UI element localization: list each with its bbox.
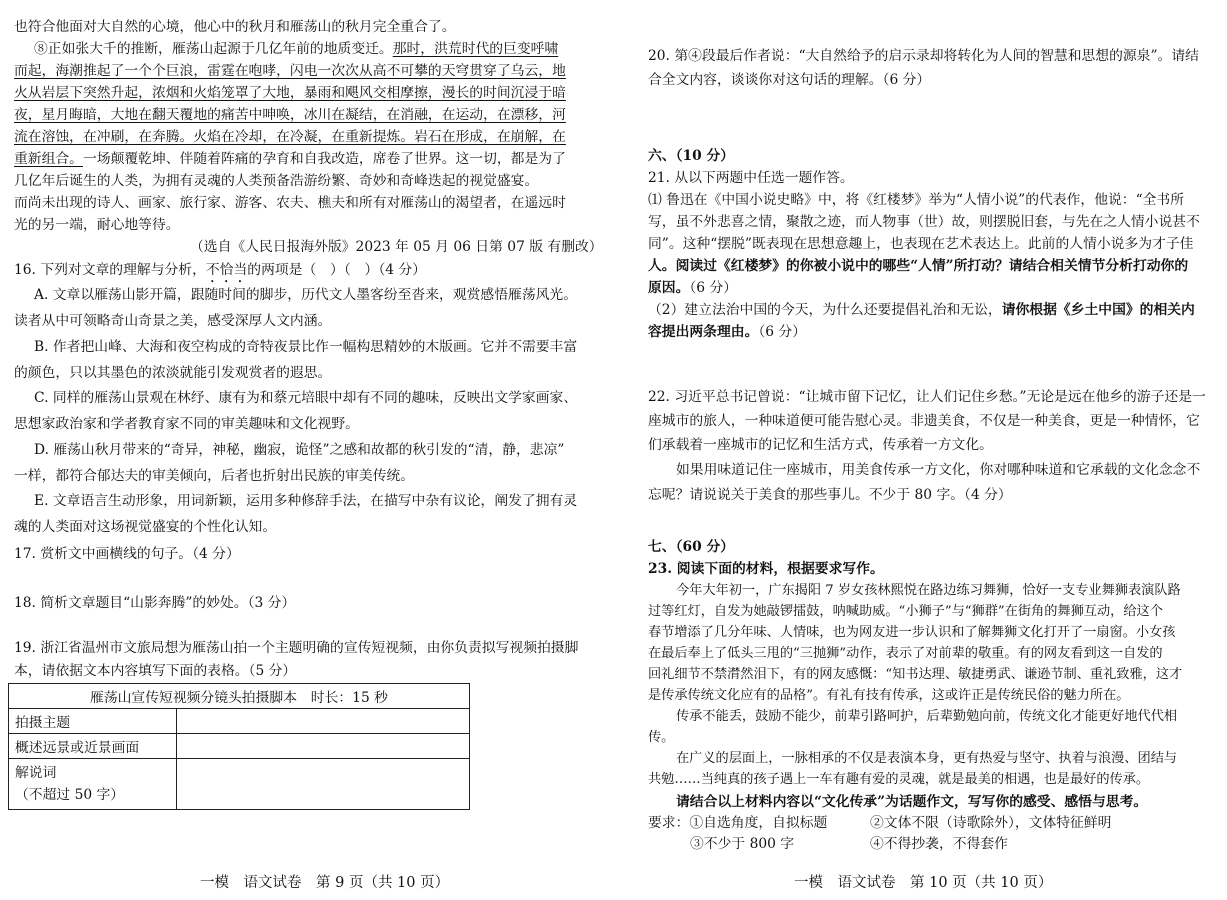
requirement-3: ③不少于 800 字: [690, 836, 795, 852]
material-line-8: 传。: [648, 730, 675, 745]
question-21-1-line-3: 同”。这种“摆脱”既表现在思想意趣上，也表现在艺术表达上。此前的人情小说多为才子佳: [648, 236, 1194, 252]
writing-prompt: 请结合以上材料内容以“文化传承”为话题作文，写写你的感受、感悟与思考。: [676, 794, 1148, 810]
section-7-heading: 七、（60 分）: [648, 539, 735, 555]
paragraph-8-line-1: ⑧正如张大千的推断，雁荡山起源于几亿年前的地质变迁。那时，洪荒时代的巨变呼啸: [34, 41, 559, 57]
paragraph-8-line-2: 而起，海潮推起了一个个巨浪，雷霆在咆哮，闪电一次次从高不可攀的天穹贯穿了乌云，地: [14, 63, 566, 79]
option-d-line-2: 一样，都符合郁达夫的审美倾向，后者也折射出民族的审美传统。: [14, 468, 415, 484]
question-22-line-2: 座城市的旅人，一种味道便可能告慰心灵。非遗美食，不仅是一种美食，更是一种情怀，它: [648, 413, 1200, 429]
article-source: （选自《人民日报海外版》2023 年 05 月 06 日第 07 版 有删改）: [190, 239, 603, 255]
material-line-2: 过等红灯，自发为她敲锣擂鼓，呐喊助威。“小狮子”与“狮群”在街角的舞狮互动，给这个: [648, 604, 1163, 619]
question-22-line-1: 22. 习近平总书记曾说：“让城市留下记忆，让人们记住乡愁。”无论是远在他乡的游子还是一: [648, 389, 1206, 405]
page-footer-left: 一模 语文试卷 第 9 页（共 10 页）: [200, 875, 450, 891]
question-16: 16. 下列对文章的理解与分析，不恰当的两项是（ ）（ ）（4 分）: [14, 262, 427, 278]
question-21-1-line-2: 写，虽不外悲喜之情，聚散之迹，而人物事（世）故，则摆脱旧套，与先在之人情小说甚不: [648, 214, 1200, 230]
question-23: 23. 阅读下面的材料，根据要求写作。: [648, 561, 884, 577]
option-b-line-1: B. 作者把山峰、大海和夜空构成的奇特夜景比作一幅构思精妙的木版画。它并不需要丰富: [34, 339, 578, 355]
underlined-sentence: 那时，洪荒时代的巨变呼啸: [392, 41, 559, 57]
paragraph-8-line-7: 几亿年后诞生的人类，为拥有灵魂的人类预备浩游纷繁、奇妙和奇峰迭起的视觉盛宴。: [14, 173, 539, 189]
page-footer-right: 一模 语文试卷 第 10 页（共 10 页）: [794, 875, 1053, 891]
question-18: 18. 简析文章题目“山影奔腾”的妙处。（3 分）: [14, 595, 296, 611]
question-22-line-5: 忘呢？请说说关于美食的那些事儿。不少于 80 字。（4 分）: [648, 487, 1012, 503]
question-19-line-2: 本，请依据文本内容填写下面的表格。（5 分）: [14, 663, 297, 679]
paragraph-8-line-5: 流在溶蚀，在冲刷，在奔腾。火焰在冷却，在冷凝，在重新提炼。岩石在形成，在崩解，在: [14, 129, 566, 145]
table-cell-theme-answer[interactable]: [177, 709, 470, 734]
material-line-6: 是传承传统文化应有的品格”。有礼有技有传承，这或许正是传统民俗的魅力所在。: [648, 688, 1130, 703]
paragraph-8-line-6: 重新组合。一场颠覆乾坤、伴随着阵痛的孕育和自我改造，席卷了世界。这一切，都是为了: [14, 151, 566, 167]
option-a-line-2: 读者从中可领略奇山奇景之美，感受深厚人文内涵。: [14, 313, 332, 329]
material-line-5: 回礼细节不禁潸然泪下，有的网友感慨：“知书达理、敏捷勇武、谦逊节制、重礼致雅，这才: [648, 667, 1183, 682]
table-label-theme: 拍摄主题: [9, 709, 177, 734]
requirements-label: 要求：: [648, 815, 690, 831]
table-label-narration: 解说词 （不超过 50 字）: [9, 759, 177, 810]
question-19-line-1: 19. 浙江省温州市文旅局想为雁荡山拍一个主题明确的宣传短视频，由你负责拟写视频拍摄脚: [14, 640, 579, 656]
table-header: 雁荡山宣传短视频分镜头拍摄脚本 时长：15 秒: [9, 684, 470, 709]
requirement-1: ①自选角度，自拟标题: [689, 815, 828, 831]
question-21-1-line-4: 人。阅读过《红楼梦》的你被小说中的哪些“人情”所打动？请结合相关情节分析打动你的: [648, 258, 1189, 274]
emphasized-not-appropriate: 不恰当: [205, 262, 248, 278]
question-20-line-1: 20. 第④段最后作者说：“大自然给予的启示录却将转化为人间的智慧和思想的源泉”。请结: [648, 48, 1199, 64]
material-line-3: 春节增添了几分年味、人情味，也为网友进一步认识和了解舞狮文化打开了一扇窗。小女孩: [648, 625, 1176, 640]
question-21: 21. 从以下两题中任选一题作答。: [648, 170, 854, 186]
table-cell-narration-answer[interactable]: [177, 759, 470, 810]
storyboard-table: [8, 683, 470, 810]
option-d-line-1: D. 雁荡山秋月带来的“奇异，神秘，幽寂，诡怪”之感和故都的秋引发的“清，静，悲凉”: [34, 442, 565, 458]
table-cell-scene-answer[interactable]: [177, 734, 470, 759]
question-17: 17. 赏析文中画横线的句子。（4 分）: [14, 546, 240, 562]
question-22-line-4: 如果用味道记住一座城市，用美食传承一方文化，你对哪种味道和它承载的文化念念不: [676, 462, 1201, 478]
requirement-2: ②文体不限（诗歌除外），文体特征鲜明: [870, 815, 1112, 831]
requirements-row-1: [648, 812, 827, 834]
question-21-1-line-1: ⑴ 鲁迅在《中国小说史略》中，将《红楼梦》举为“人情小说”的代表作，他说：“全书所: [648, 192, 1185, 208]
paragraph-8-line-4: 夜，星月晦暗，大地在翻天覆地的痛苦中呻唤，冰川在凝结，在消融，在运动，在漂移，河: [14, 107, 566, 123]
option-c-line-1: C. 同样的雁荡山景观在林纾、康有为和蔡元培眼中却有不同的趣味，反映出文学家画家、: [34, 390, 578, 406]
option-e-line-1: E. 文章语言生动形象，用词新颖，运用多种修辞手法，在描写中杂有议论，阐发了拥有灵: [34, 493, 578, 509]
option-e-line-2: 魂的人类面对这场视觉盛宴的个性化认知。: [14, 519, 277, 535]
requirement-4: ④不得抄袭，不得套作: [870, 836, 1008, 852]
paragraph-8-line-9: 光的另一端，耐心地等待。: [14, 217, 180, 233]
paragraph-7-tail: 也符合他面对大自然的心境，他心中的秋月和雁荡山的秋月完全重合了。: [14, 19, 456, 35]
option-b-line-2: 的颜色，只以其墨色的浓淡就能引发观赏者的遐思。: [14, 365, 332, 381]
material-line-4: 在最后奉上了低头三甩的“三抛狮”动作，表示了对前辈的敬重。有的网友看到这一自发的: [648, 646, 1163, 661]
option-a-line-1: A. 文章以雁荡山影开篇，跟随时间的脚步，历代文人墨客纷至沓来，观赏感悟雁荡风光。: [34, 287, 578, 303]
option-c-line-2: 思想家政治家和学者教育家不同的审美趣味和文化视野。: [14, 416, 359, 432]
question-21-2-line-2: 容提出两条理由。（6 分）: [648, 324, 807, 340]
paragraph-8-line-8: 而尚未出现的诗人、画家、旅行家、游客、农夫、樵夫和所有对雁荡山的渴望者，在遥远时: [14, 195, 566, 211]
section-6-heading: 六、（10 分）: [648, 148, 735, 164]
question-21-1-line-5: 原因。（6 分）: [648, 280, 738, 296]
material-line-7: 传承不能丢，鼓励不能少，前辈引路呵护，后辈勤勉向前，传统文化才能更好地代代相: [676, 709, 1178, 724]
material-line-9: 在广义的层面上，一脉相承的不仅是表演本身，更有热爱与坚守、执着与浪漫、团结与: [676, 751, 1178, 766]
question-21-2-line-1: （2）建立法治中国的今天，为什么还要提倡礼治和无讼，请你根据《乡土中国》的相关内: [648, 302, 1195, 318]
question-22-line-3: 们承载着一座城市的记忆和生活方式，传承着一方文化。: [648, 437, 993, 453]
material-line-10: 共勉……当纯真的孩子遇上一车有趣有爱的灵魂，就是最美的相遇，也是最好的传承。: [648, 772, 1150, 787]
question-20-line-2: 合全文内容，谈谈你对这句话的理解。（6 分）: [648, 72, 931, 88]
material-line-1: 今年大年初一，广东揭阳 7 岁女孩林熙悦在路边练习舞狮，恰好一支专业舞狮表演队路: [676, 583, 1181, 598]
table-label-scene: 概述远景或近景画面: [9, 734, 177, 759]
paragraph-8-line-3: 火从岩层下突然升起，浓烟和火焰笼罩了大地，暴雨和飓风交相摩擦，漫长的时间沉浸于暗: [14, 85, 566, 101]
